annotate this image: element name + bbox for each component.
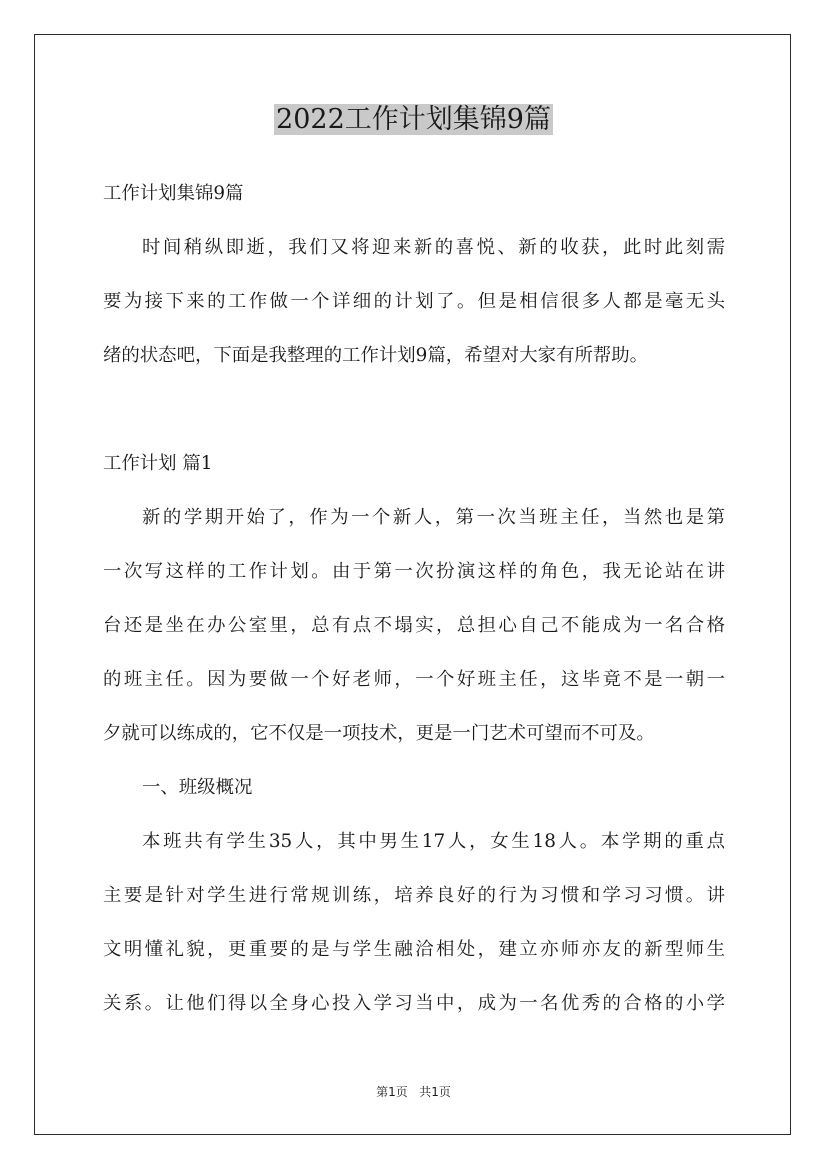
page-total: 共1页 (419, 1085, 451, 1099)
intro-line: 要为接下来的工作做一个详细的计划了。但是相信很多人都是毫无头 (103, 291, 725, 312)
body-line: 新的学期开始了，作为一个新人，第一次当班主任，当然也是第 (142, 507, 725, 528)
class-line: 主要是针对学生进行常规训练，培养良好的行为习惯和学习习惯。讲 (103, 885, 725, 906)
class-line: 本班共有学生35人，其中男生17人，女生18人。本学期的重点 (142, 831, 725, 852)
class-line: 文明懂礼貌，更重要的是与学生融洽相处，建立亦师亦友的新型师生 (103, 939, 725, 960)
intro-line: 时间稍纵即逝，我们又将迎来新的喜悦、新的收获，此时此刻需 (142, 237, 725, 258)
subheading: 一、班级概况 (142, 777, 253, 798)
page-number: 第1页 (376, 1085, 408, 1099)
intro-line: 绪的状态吧，下面是我整理的工作计划9篇，希望对大家有所帮助。 (103, 345, 649, 366)
document-title: 2022工作计划集锦9篇 (276, 104, 551, 135)
body-line: 的班主任。因为要做一个好老师，一个好班主任，这毕竟不是一朝一 (103, 669, 725, 690)
section-heading: 工作计划 篇1 (103, 453, 213, 474)
document-subtitle: 工作计划集锦9篇 (103, 183, 244, 204)
body-line: 夕就可以练成的，它不仅是一项技术，更是一门艺术可望而不可及。 (103, 723, 655, 744)
page-footer (0, 1084, 827, 1100)
body-line: 一次写这样的工作计划。由于第一次扮演这样的角色，我无论站在讲 (103, 561, 725, 582)
body-line: 台还是坐在办公室里，总有点不塌实，总担心自己不能成为一名合格 (103, 615, 725, 636)
class-line: 关系。让他们得以全身心投入学习当中，成为一名优秀的合格的小学 (103, 993, 725, 1014)
